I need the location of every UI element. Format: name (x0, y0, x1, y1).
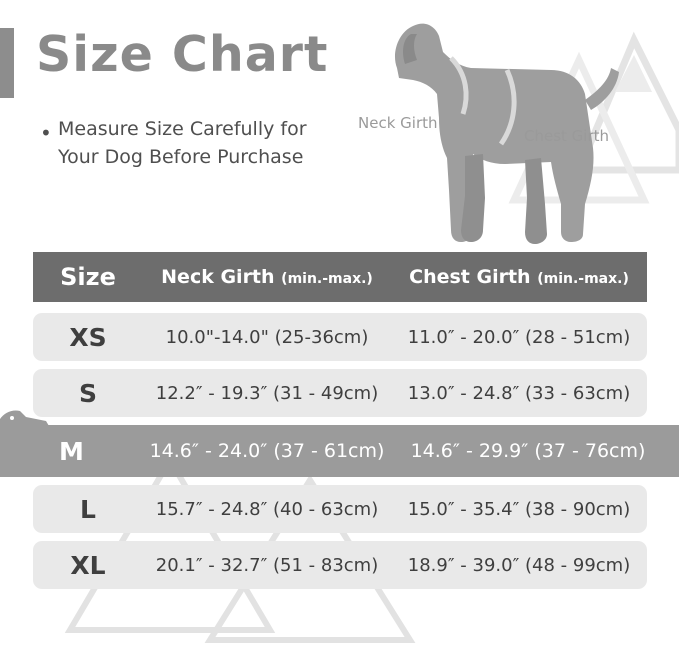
column-header-neck (143, 266, 391, 288)
table-row (33, 541, 647, 589)
dog-tab-icon (0, 409, 52, 431)
row-size: XS (69, 322, 107, 352)
row-size: S (78, 378, 97, 408)
row-chest-girth: 18.9″ - 39.0″ (48 - 99cm) (407, 554, 631, 576)
row-size: M (59, 436, 84, 466)
row-neck-girth: 15.7″ - 24.8″ (40 - 63cm) (155, 498, 379, 520)
row-chest-girth: 15.0″ - 35.4″ (38 - 90cm) (407, 498, 631, 520)
column-header-chest-note: (min.-max.) (537, 271, 629, 287)
row-chest-girth: 13.0″ - 24.8″ (33 - 63cm) (407, 382, 631, 404)
table-row (33, 313, 647, 361)
dog-illustration (355, 8, 655, 258)
row-chest-girth: 11.0″ - 20.0″ (28 - 51cm) (407, 326, 631, 348)
bullet-dot-icon: • (40, 121, 52, 145)
row-neck-girth: 12.2″ - 19.3″ (31 - 49cm) (155, 382, 379, 404)
column-header-chest-label: Chest Girth (409, 266, 531, 288)
row-size: XL (70, 550, 106, 580)
table-row-selected (0, 425, 679, 477)
column-header-chest (391, 266, 647, 288)
page-title: Size Chart (36, 26, 329, 83)
table-row (33, 485, 647, 533)
column-header-size: Size (60, 263, 116, 291)
table-header-row (33, 252, 647, 302)
column-header-neck-note: (min.-max.) (281, 271, 373, 287)
table-row-highlight-wrapper (33, 425, 647, 477)
chest-girth-label: Chest Girth (524, 127, 610, 145)
row-chest-girth: 14.6″ - 29.9″ (37 - 76cm) (410, 440, 646, 462)
table-row (33, 369, 647, 417)
row-neck-girth: 10.0"-14.0" (25-36cm) (165, 326, 369, 348)
row-neck-girth: 14.6″ - 24.0″ (37 - 61cm) (149, 440, 385, 462)
row-size: L (80, 494, 96, 524)
neck-girth-label: Neck Girth (358, 114, 438, 132)
row-neck-girth: 20.1″ - 32.7″ (51 - 83cm) (155, 554, 379, 576)
size-table (33, 252, 647, 597)
instruction-text: Measure Size Carefully for Your Dog Before Purchase (58, 118, 307, 168)
title-accent-bar (0, 28, 14, 98)
column-header-neck-label: Neck Girth (161, 266, 275, 288)
instruction-block (40, 115, 340, 171)
